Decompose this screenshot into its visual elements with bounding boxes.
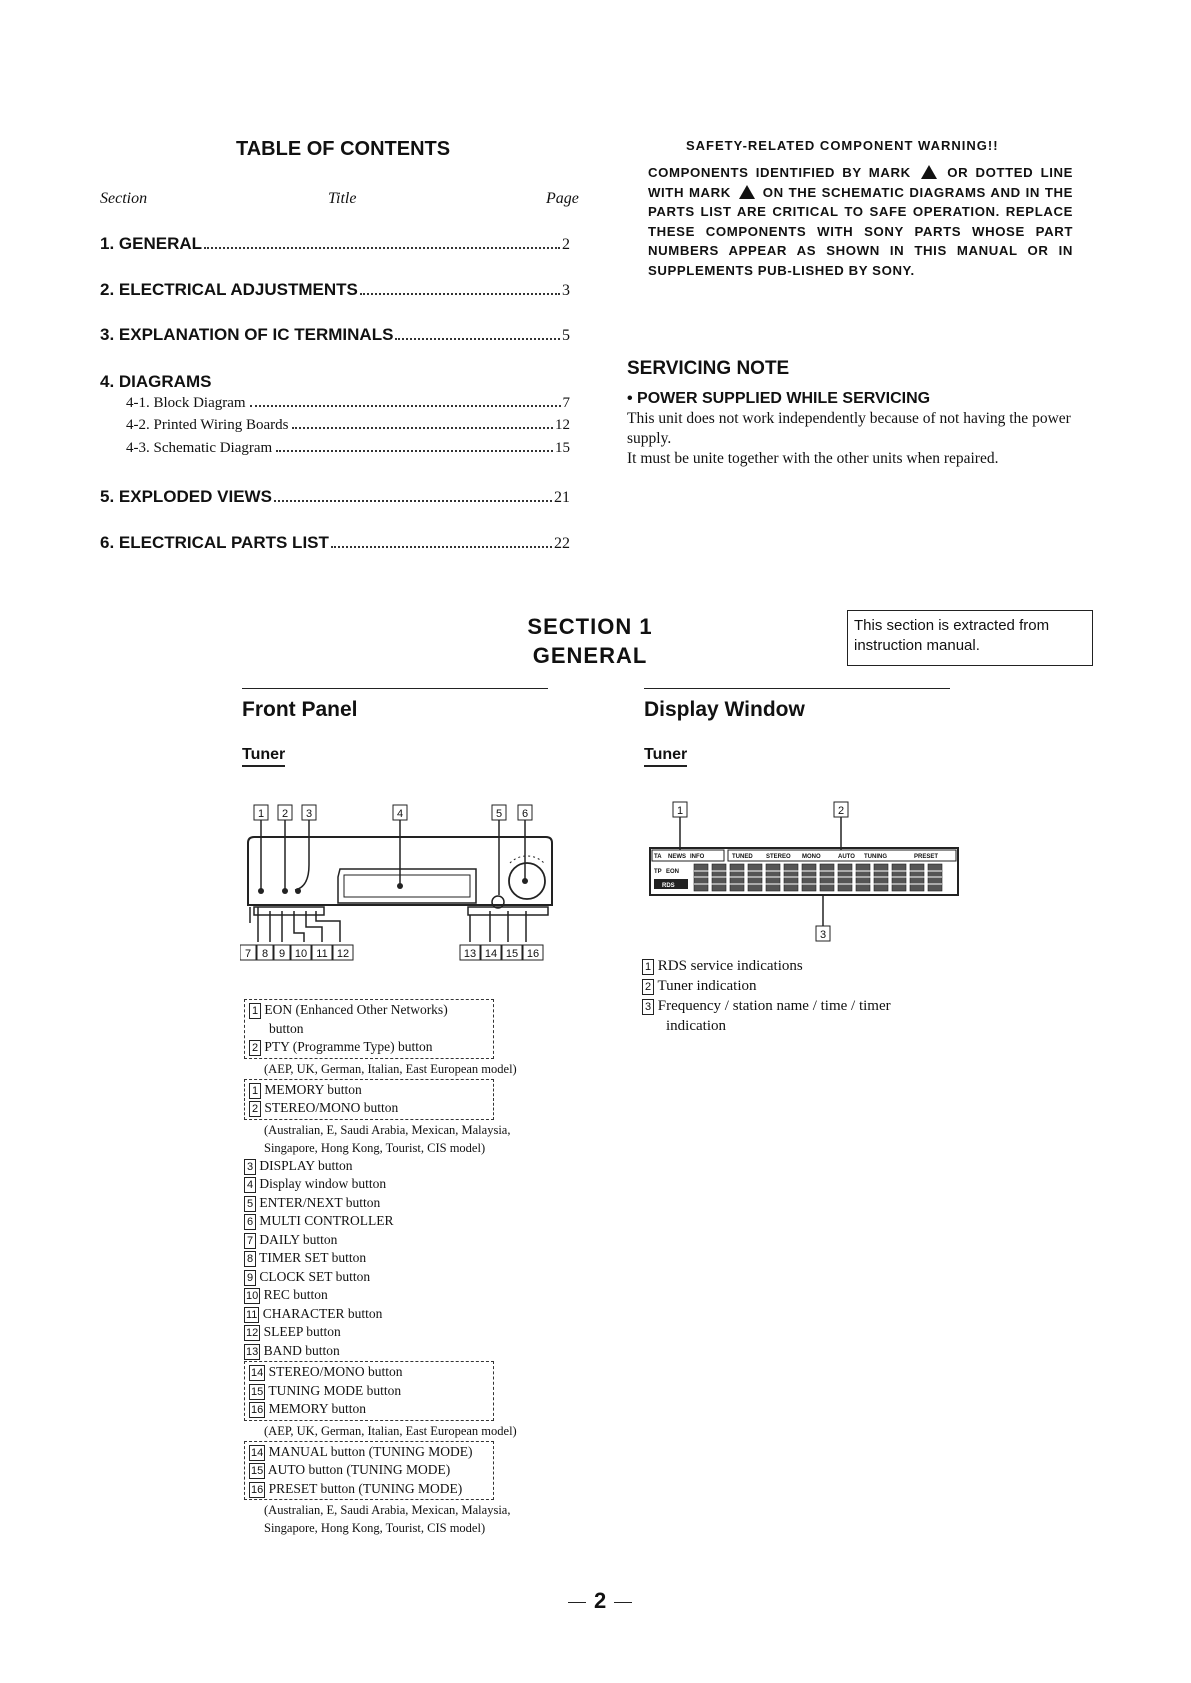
number-badge: 16 (251, 1483, 264, 1496)
legend-item (249, 1443, 489, 1462)
front-panel-title: Front Panel (242, 698, 358, 721)
toc-entry-label: 3. EXPLANATION OF IC TERMINALS (100, 325, 394, 344)
lcd-tuned: TUNED (732, 854, 753, 860)
toc-head-section: Section (100, 190, 148, 207)
callout-2: 2 (837, 805, 845, 817)
legend-note: (Australian, E, Saudi Arabia, Mexican, Malaysia, (264, 1122, 511, 1137)
legend-item (249, 1461, 489, 1480)
legend-text: Frequency / station name / time / timer (657, 998, 891, 1014)
legend-item (244, 1212, 604, 1231)
callout-14: 14 (484, 948, 498, 960)
legend-note: (AEP, UK, German, Italian, East European model) (264, 1423, 517, 1438)
number-badge: 15 (251, 1385, 264, 1398)
callout-8: 8 (261, 948, 269, 960)
lcd-eon: EON (666, 869, 680, 875)
legend-group (244, 1361, 494, 1421)
legend-item (249, 1363, 489, 1382)
callout-5: 5 (495, 808, 503, 820)
toc-subentry[interactable] (126, 417, 570, 434)
legend-item (244, 1342, 604, 1361)
callout-6: 6 (521, 808, 529, 820)
safety-rest: AND IN THE PARTS LIST ARE CRITICAL TO SAFE OPERATION. REPLACE THESE COMPONENTS WITH SONY PARTS WHOSE PART NUMBERS APPEAR AS SHOWN IN THIS MANUAL OR IN SUPPLEMENTS PUB-LISHED BY SONY. (648, 184, 1074, 278)
toc-title: TABLE OF CONTENTS (236, 138, 451, 160)
number-badge: 6 (244, 1214, 256, 1230)
number-badge: 14 (251, 1367, 264, 1379)
toc-subentry-page: 12 (555, 417, 570, 433)
section-name: GENERAL (532, 643, 648, 668)
legend-item (249, 1099, 489, 1118)
toc-entry[interactable] (100, 234, 570, 254)
callout-4: 4 (396, 808, 404, 820)
servicing-line1: This unit does not work independently because of not having the power supply. (627, 410, 1071, 447)
number-badge: 2 (249, 1101, 261, 1117)
number-badge: 1 (249, 1003, 261, 1019)
legend-text: MANUAL button (TUNING MODE) (268, 1443, 473, 1459)
display-window-title: Display Window (644, 698, 805, 721)
callout-10: 10 (294, 948, 308, 960)
legend-item (244, 1157, 604, 1176)
number-badge: 10 (246, 1290, 259, 1302)
legend-text: STEREO/MONO button (268, 1364, 403, 1379)
number-badge: 5 (244, 1196, 256, 1212)
display-window-legend (642, 956, 942, 1036)
number-badge: 3 (244, 1159, 256, 1175)
legend-note: Singapore, Hong Kong, Tourist, CIS model) (264, 1140, 486, 1155)
legend-text: STEREO/MONO button (264, 1100, 399, 1115)
legend-item (249, 1400, 489, 1419)
callout-3: 3 (305, 808, 313, 820)
section-title (500, 612, 680, 670)
legend-text: SLEEP button (263, 1324, 341, 1339)
callout-1: 1 (257, 808, 265, 820)
number-badge: 14 (251, 1446, 264, 1459)
legend-text: MEMORY button (264, 1081, 362, 1097)
lcd-preset: PRESET (914, 854, 939, 860)
toc-subentry-page: 7 (562, 395, 570, 411)
safety-line1a: COMPONENTS IDENTIFIED BY MARK (648, 165, 911, 180)
legend-item (244, 1175, 604, 1194)
callout-1: 1 (676, 805, 684, 817)
display-window-diagram (648, 798, 968, 943)
front-panel-legend (244, 998, 604, 1537)
legend-item (249, 1001, 489, 1020)
toc-entry[interactable] (100, 372, 570, 392)
toc-subentry-label: 4-3. Schematic Diagram (126, 440, 273, 456)
legend-item (249, 1480, 489, 1499)
legend-item (249, 1038, 489, 1057)
display-window-subtitle: Tuner (644, 746, 687, 767)
number-badge: 16 (251, 1404, 264, 1416)
number-badge: 1 (642, 959, 654, 975)
legend-item (244, 1305, 604, 1324)
toc-entry-label: 1. GENERAL (100, 234, 203, 253)
servicing-line2: It must be unite together with the other units when repaired. (627, 450, 999, 467)
toc-subentry[interactable] (126, 440, 570, 457)
toc-entry[interactable] (100, 487, 570, 507)
number-badge: 15 (251, 1465, 264, 1477)
legend-item (244, 1286, 604, 1305)
servicing-title: SERVICING NOTE (627, 358, 790, 379)
legend-text: BAND button (263, 1342, 340, 1358)
callout-13: 13 (463, 948, 477, 960)
number-badge: 4 (244, 1177, 256, 1193)
toc-entry-label: 4. DIAGRAMS (100, 372, 212, 391)
legend-text: DISPLAY button (259, 1157, 353, 1173)
lcd-tp: TP (654, 869, 662, 875)
legend-text: PTY (Programme Type) button (264, 1039, 433, 1054)
toc-entry-label: 2. ELECTRICAL ADJUSTMENTS (100, 280, 358, 299)
legend-note: Singapore, Hong Kong, Tourist, CIS model) (264, 1521, 486, 1535)
servicing-heading: • POWER SUPPLIED WHILE SERVICING (627, 390, 931, 407)
legend-text: ENTER/NEXT button (259, 1194, 381, 1210)
legend-item (249, 1081, 489, 1100)
number-badge: 13 (246, 1345, 259, 1358)
legend-group (244, 1079, 494, 1120)
toc-subentry-label: 4-1. Block Diagram (126, 395, 246, 411)
legend-item (244, 1323, 604, 1342)
legend-text: AUTO button (TUNING MODE) (267, 1462, 451, 1477)
toc-entry-page: 5 (562, 327, 570, 344)
callout-3: 3 (819, 929, 827, 941)
callout-2: 2 (281, 808, 289, 820)
legend-text: REC button (263, 1287, 328, 1302)
legend-group (244, 1441, 494, 1501)
callout-12: 12 (336, 948, 350, 960)
lcd-news: NEWS (668, 854, 686, 860)
lcd-rds: RDS (662, 883, 675, 889)
legend-item (642, 1016, 942, 1036)
divider (644, 688, 950, 689)
legend-text: PRESET button (TUNING MODE) (268, 1480, 463, 1496)
servicing-body (627, 409, 1097, 469)
section-number: SECTION 1 (527, 614, 653, 639)
page-number: 2 (594, 1588, 607, 1613)
legend-item (244, 1249, 604, 1268)
legend-item (249, 1020, 489, 1039)
number-badge: 12 (246, 1327, 259, 1339)
safety-body (648, 163, 1073, 280)
legend-item (249, 1382, 489, 1401)
toc-entry-label: 5. EXPLODED VIEWS (100, 487, 272, 506)
number-badge: 2 (249, 1040, 261, 1056)
safety-line2a: LINE WITH MARK (648, 165, 1074, 200)
legend-text: button (269, 1020, 304, 1036)
callout-16: 16 (526, 948, 540, 960)
lcd-info: INFO (690, 854, 705, 860)
safety-line1b: OR DOTTED (947, 165, 1034, 180)
lcd-auto: AUTO (838, 854, 855, 860)
legend-text: CLOCK SET button (259, 1268, 371, 1284)
lcd-mono: MONO (802, 854, 821, 860)
legend-text: Display window button (259, 1176, 387, 1191)
toc-head-title: Title (328, 190, 357, 207)
number-badge: 9 (244, 1270, 256, 1286)
toc-entry-page: 3 (562, 282, 570, 299)
toc-entry-page: 2 (562, 236, 570, 253)
legend-text: DAILY button (259, 1231, 338, 1247)
divider (242, 688, 548, 689)
toc-entry[interactable] (100, 533, 570, 553)
legend-note: (Australian, E, Saudi Arabia, Mexican, Malaysia, (264, 1503, 511, 1517)
number-badge: 1 (249, 1083, 261, 1099)
extract-note-box: This section is extracted from instruction manual. (847, 610, 1093, 666)
front-panel-diagram (240, 795, 580, 980)
legend-item (642, 956, 942, 976)
lcd-stereo: STEREO (766, 854, 791, 860)
legend-text: EON (Enhanced Other Networks) (264, 1002, 448, 1017)
warning-triangle-icon (921, 165, 937, 179)
safety-title: SAFETY-RELATED COMPONENT WARNING!! (686, 138, 999, 153)
legend-text: CHARACTER button (262, 1305, 383, 1321)
toc-entry-page: 22 (554, 535, 570, 552)
legend-group (244, 999, 494, 1059)
lcd-ta: TA (654, 854, 662, 860)
front-panel-subtitle: Tuner (242, 746, 285, 767)
legend-text: MEMORY button (268, 1401, 367, 1416)
safety-line2b: ON THE SCHEMATIC DIAGRAMS (762, 184, 986, 200)
legend-item (244, 1268, 604, 1287)
toc-entry-page: 21 (554, 489, 570, 506)
legend-item (244, 1231, 604, 1250)
toc-subentry-page: 15 (555, 440, 570, 456)
legend-note: (AEP, UK, German, Italian, East European model) (264, 1061, 517, 1076)
legend-text: RDS service indications (657, 958, 803, 974)
number-badge: 2 (642, 979, 654, 995)
toc-entry[interactable] (100, 280, 570, 300)
toc-subentry-label: 4-2. Printed Wiring Boards (126, 417, 289, 433)
callout-11: 11 (316, 948, 328, 960)
toc-entry[interactable] (100, 325, 570, 345)
callout-15: 15 (505, 948, 519, 960)
legend-text: TUNING MODE button (268, 1382, 402, 1398)
number-badge: 11 (246, 1308, 258, 1321)
toc-entry-label: 6. ELECTRICAL PARTS LIST (100, 533, 329, 552)
toc-head-page: Page (546, 190, 579, 207)
callout-7: 7 (244, 948, 252, 960)
warning-triangle-icon (739, 185, 755, 199)
legend-text: TIMER SET button (259, 1250, 367, 1265)
legend-text: indication (666, 1018, 726, 1034)
lcd-tuning: TUNING (864, 854, 887, 860)
toc-subentry[interactable] (126, 395, 570, 412)
number-badge: 8 (244, 1251, 256, 1267)
legend-item (642, 976, 942, 996)
legend-text: MULTI CONTROLLER (259, 1213, 394, 1228)
callout-9: 9 (278, 948, 286, 960)
legend-text: Tuner indication (657, 978, 757, 994)
legend-item (642, 996, 942, 1016)
number-badge: 3 (642, 999, 654, 1015)
number-badge: 7 (244, 1233, 256, 1249)
page-footer (560, 1588, 640, 1614)
legend-item (244, 1194, 604, 1213)
